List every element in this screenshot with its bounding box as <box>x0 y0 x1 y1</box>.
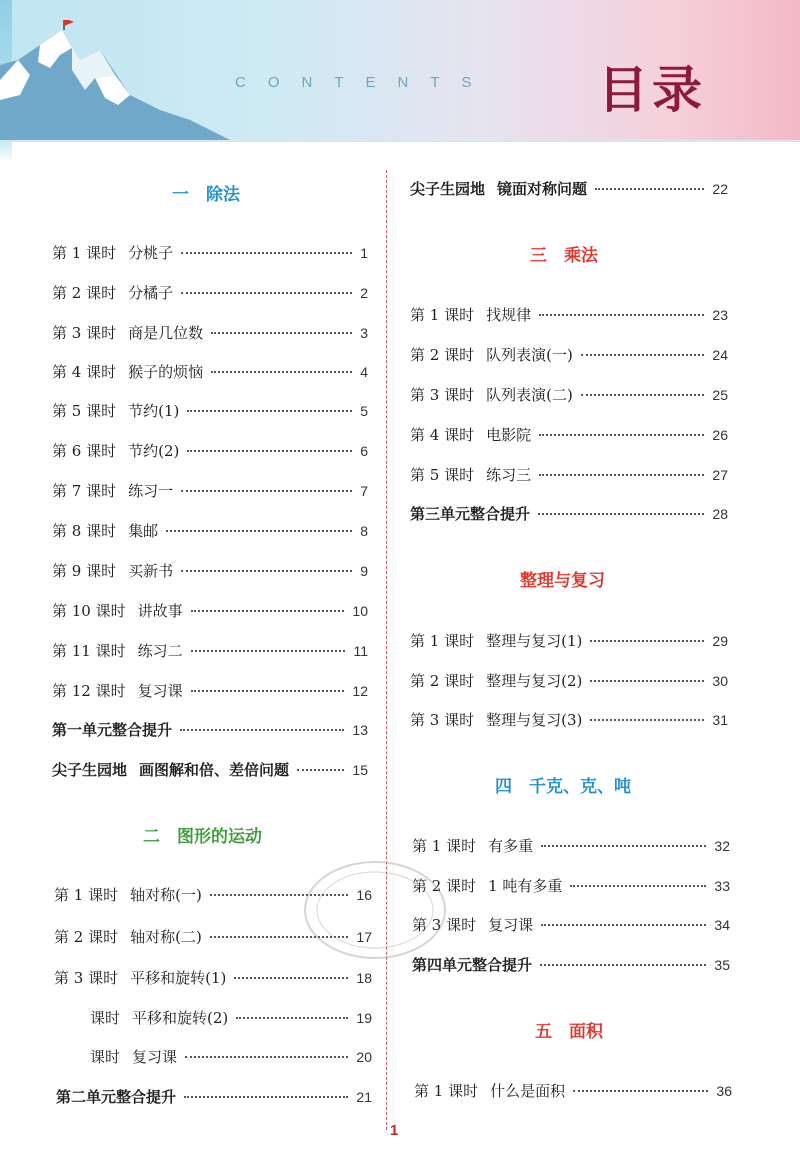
lesson-topic: 队列表演(二) <box>486 386 573 404</box>
lesson-label: 第 4 课时 <box>52 363 117 381</box>
page-ref: 7 <box>360 483 368 499</box>
lesson-label: 第 1 课时 <box>410 632 475 650</box>
page-ref: 9 <box>360 563 368 579</box>
page-ref: 25 <box>712 387 728 403</box>
page-ref: 27 <box>712 467 728 483</box>
toc-entry[interactable] <box>52 600 368 621</box>
dot-leader <box>187 410 352 412</box>
lesson-label: 第 1 课时 <box>410 306 475 324</box>
page-ref: 21 <box>356 1089 372 1105</box>
lesson-label: 第 7 课时 <box>52 482 117 500</box>
toc-entry[interactable] <box>410 630 728 651</box>
page-ref: 2 <box>360 285 368 301</box>
page-ref: 31 <box>712 712 728 728</box>
lesson-topic: 整理与复习(3) <box>486 711 583 729</box>
toc-entry[interactable] <box>410 464 728 485</box>
garden-topic: 镜面对称问题 <box>497 180 588 198</box>
garden-label: 尖子生园地 <box>52 761 128 779</box>
lesson-topic: 平移和旋转(1) <box>130 969 227 987</box>
lesson-topic: 商是几位数 <box>128 324 204 342</box>
lesson-topic: 复习课 <box>137 682 183 700</box>
page-ref: 24 <box>712 347 728 363</box>
lesson-topic: 分桃子 <box>128 244 174 262</box>
dot-leader <box>539 434 704 436</box>
lesson-label: 第 5 课时 <box>52 402 117 420</box>
lesson-label: 第 12 课时 <box>52 682 126 700</box>
toc-entry[interactable] <box>52 640 368 661</box>
toc-entry[interactable] <box>412 914 730 935</box>
page-ref: 3 <box>360 325 368 341</box>
toc-entry[interactable] <box>410 304 728 325</box>
toc-entry-garden[interactable] <box>410 178 728 199</box>
dot-leader <box>539 474 704 476</box>
dot-leader <box>191 650 346 652</box>
page-ref: 12 <box>352 683 368 699</box>
lesson-topic: 猴子的烦恼 <box>128 363 204 381</box>
toc-entry[interactable] <box>54 967 372 988</box>
lesson-topic: 整理与复习(2) <box>486 672 583 690</box>
toc-entry[interactable] <box>52 520 368 541</box>
unit3-heading: 三 乘法 <box>530 246 598 266</box>
page-ref: 18 <box>356 970 372 986</box>
toc-entry[interactable] <box>52 242 368 263</box>
page-ref: 4 <box>360 364 368 380</box>
toc-entry[interactable] <box>414 1080 732 1101</box>
page-ref: 26 <box>712 427 728 443</box>
lesson-topic: 复习课 <box>132 1048 178 1066</box>
lesson-topic: 队列表演(一) <box>486 346 573 364</box>
toc-entry[interactable] <box>52 282 368 303</box>
toc-entry[interactable] <box>52 322 368 343</box>
dot-leader <box>590 719 704 721</box>
dot-leader <box>541 845 706 847</box>
unit4-heading: 四 千克、克、吨 <box>495 777 631 797</box>
toc-entry[interactable] <box>412 875 730 896</box>
page-ref: 35 <box>714 957 730 973</box>
lesson-topic: 练习二 <box>137 642 183 660</box>
dot-leader <box>187 450 352 452</box>
lesson-label: 课时 <box>90 1009 121 1027</box>
lesson-topic: 整理与复习(1) <box>486 632 583 650</box>
dot-leader <box>236 1017 348 1019</box>
lesson-label: 第 3 课时 <box>410 386 475 404</box>
lesson-label: 第 4 课时 <box>410 426 475 444</box>
page-ref: 28 <box>712 506 728 522</box>
dot-leader <box>590 680 704 682</box>
dot-leader <box>166 530 352 532</box>
lesson-label: 第 1 课时 <box>412 837 477 855</box>
dot-leader <box>297 769 344 771</box>
review-label: 第四单元整合提升 <box>412 956 533 974</box>
lesson-topic: 练习三 <box>486 466 532 484</box>
left-edge-stripe <box>0 0 12 1155</box>
lesson-label: 第 10 课时 <box>52 602 126 620</box>
dot-leader <box>181 292 352 294</box>
lesson-label: 第 2 课时 <box>410 672 475 690</box>
lesson-label: 第 3 课时 <box>412 916 477 934</box>
lesson-label: 第 2 课时 <box>412 877 477 895</box>
lesson-topic: 有多重 <box>488 837 534 855</box>
toc-entry[interactable] <box>52 680 368 701</box>
page-ref: 17 <box>356 929 372 945</box>
review-label: 第三单元整合提升 <box>410 505 531 523</box>
dot-leader <box>181 490 352 492</box>
toc-entry-unit-review[interactable] <box>410 503 728 524</box>
lesson-label: 第 8 课时 <box>52 522 117 540</box>
page-ref: 33 <box>714 878 730 894</box>
lesson-label: 第 3 课时 <box>410 711 475 729</box>
dot-leader <box>191 690 345 692</box>
unit1-heading: 一 除法 <box>172 185 240 205</box>
lesson-topic: 节约(1) <box>128 402 180 420</box>
lesson-topic: 轴对称(一) <box>130 886 202 904</box>
garden-topic: 画图解和倍、差倍问题 <box>139 761 290 779</box>
page-ref: 11 <box>353 643 368 659</box>
dot-leader <box>581 354 705 356</box>
page-ref: 30 <box>712 673 728 689</box>
lesson-topic: 找规律 <box>486 306 532 324</box>
page-ref: 29 <box>712 633 728 649</box>
lesson-label: 第 9 课时 <box>52 562 117 580</box>
toc-entry-unit-review[interactable] <box>52 719 368 740</box>
column-divider <box>386 170 387 1130</box>
dot-leader <box>185 1056 348 1058</box>
lesson-label: 第 3 课时 <box>54 969 119 987</box>
lesson-topic: 讲故事 <box>137 602 183 620</box>
lesson-topic: 集邮 <box>128 522 159 540</box>
page-ref: 22 <box>712 181 728 197</box>
toc-entry-unit-review[interactable] <box>56 1086 372 1107</box>
dot-leader <box>570 885 706 887</box>
toc-entry[interactable] <box>90 1046 372 1067</box>
review-unit-heading: 整理与复习 <box>520 571 605 591</box>
toc-entry[interactable] <box>52 440 368 461</box>
lesson-label: 第 3 课时 <box>52 324 117 342</box>
lesson-topic: 复习课 <box>488 916 534 934</box>
page-ref: 36 <box>716 1083 732 1099</box>
unit5-heading: 五 面积 <box>535 1022 603 1042</box>
dot-leader <box>573 1090 708 1092</box>
toc-entry-garden[interactable] <box>52 759 368 780</box>
toc-entry[interactable] <box>90 1007 372 1028</box>
toc-entry-unit-review[interactable] <box>412 954 730 975</box>
lesson-label: 课时 <box>90 1048 121 1066</box>
toc-entry[interactable] <box>410 709 728 730</box>
lesson-topic: 分橘子 <box>128 284 174 302</box>
toc-entry[interactable] <box>410 384 728 405</box>
toc-entry[interactable] <box>52 361 368 382</box>
page-ref: 19 <box>356 1010 372 1026</box>
dot-leader <box>181 570 352 572</box>
lesson-label: 第 2 课时 <box>410 346 475 364</box>
dot-leader <box>191 610 345 612</box>
lesson-topic: 节约(2) <box>128 442 180 460</box>
toc-entry[interactable] <box>52 400 368 421</box>
mountain-illustration <box>0 20 230 140</box>
page-number: 1 <box>390 1122 399 1139</box>
toc-entry[interactable] <box>52 560 368 581</box>
dot-leader <box>541 924 706 926</box>
dot-leader <box>539 314 704 316</box>
garden-label: 尖子生园地 <box>410 180 486 198</box>
dot-leader <box>181 252 352 254</box>
lesson-topic: 平移和旋转(2) <box>132 1009 229 1027</box>
review-label: 第二单元整合提升 <box>56 1088 177 1106</box>
page-ref: 6 <box>360 443 368 459</box>
dot-leader <box>180 729 344 731</box>
dot-leader <box>590 640 704 642</box>
page-ref: 34 <box>714 917 730 933</box>
lesson-topic: 1 吨有多重 <box>488 877 563 895</box>
page-ref: 15 <box>352 762 368 778</box>
lesson-topic: 什么是面积 <box>490 1082 566 1100</box>
lesson-label: 第 2 课时 <box>52 284 117 302</box>
dot-leader <box>595 188 704 190</box>
page-ref: 23 <box>712 307 728 323</box>
dot-leader <box>540 964 706 966</box>
dot-leader <box>211 371 352 373</box>
toc-entry[interactable] <box>410 424 728 445</box>
page-ref: 5 <box>360 403 368 419</box>
lesson-label: 第 5 课时 <box>410 466 475 484</box>
page-ref: 32 <box>714 838 730 854</box>
toc-entry[interactable] <box>410 670 728 691</box>
toc-entry[interactable] <box>410 344 728 365</box>
page-ref: 20 <box>356 1049 372 1065</box>
lesson-topic: 练习一 <box>128 482 174 500</box>
dot-leader <box>581 394 705 396</box>
page-ref: 10 <box>352 603 368 619</box>
dot-leader <box>211 332 352 334</box>
contents-label: CONTENTS <box>235 74 494 91</box>
dot-leader <box>234 977 348 979</box>
dot-leader <box>538 513 704 515</box>
lesson-label: 第 11 课时 <box>52 642 126 660</box>
review-label: 第一单元整合提升 <box>52 721 173 739</box>
page-ref: 1 <box>360 245 368 261</box>
lesson-topic: 轴对称(二) <box>130 928 202 946</box>
lesson-label: 第 1 课时 <box>52 244 117 262</box>
toc-entry[interactable] <box>412 835 730 856</box>
page-title: 目录 <box>598 61 706 119</box>
unit2-heading: 二 图形的运动 <box>143 827 262 847</box>
page-ref: 16 <box>356 887 372 903</box>
lesson-topic: 电影院 <box>486 426 532 444</box>
stamp-seal <box>300 855 450 965</box>
lesson-label: 第 2 课时 <box>54 928 119 946</box>
toc-entry[interactable] <box>52 480 368 501</box>
page-ref: 8 <box>360 523 368 539</box>
lesson-topic: 买新书 <box>128 562 174 580</box>
dot-leader <box>184 1096 348 1098</box>
lesson-label: 第 1 课时 <box>414 1082 479 1100</box>
page-ref: 13 <box>352 722 368 738</box>
lesson-label: 第 6 课时 <box>52 442 117 460</box>
lesson-label: 第 1 课时 <box>54 886 119 904</box>
